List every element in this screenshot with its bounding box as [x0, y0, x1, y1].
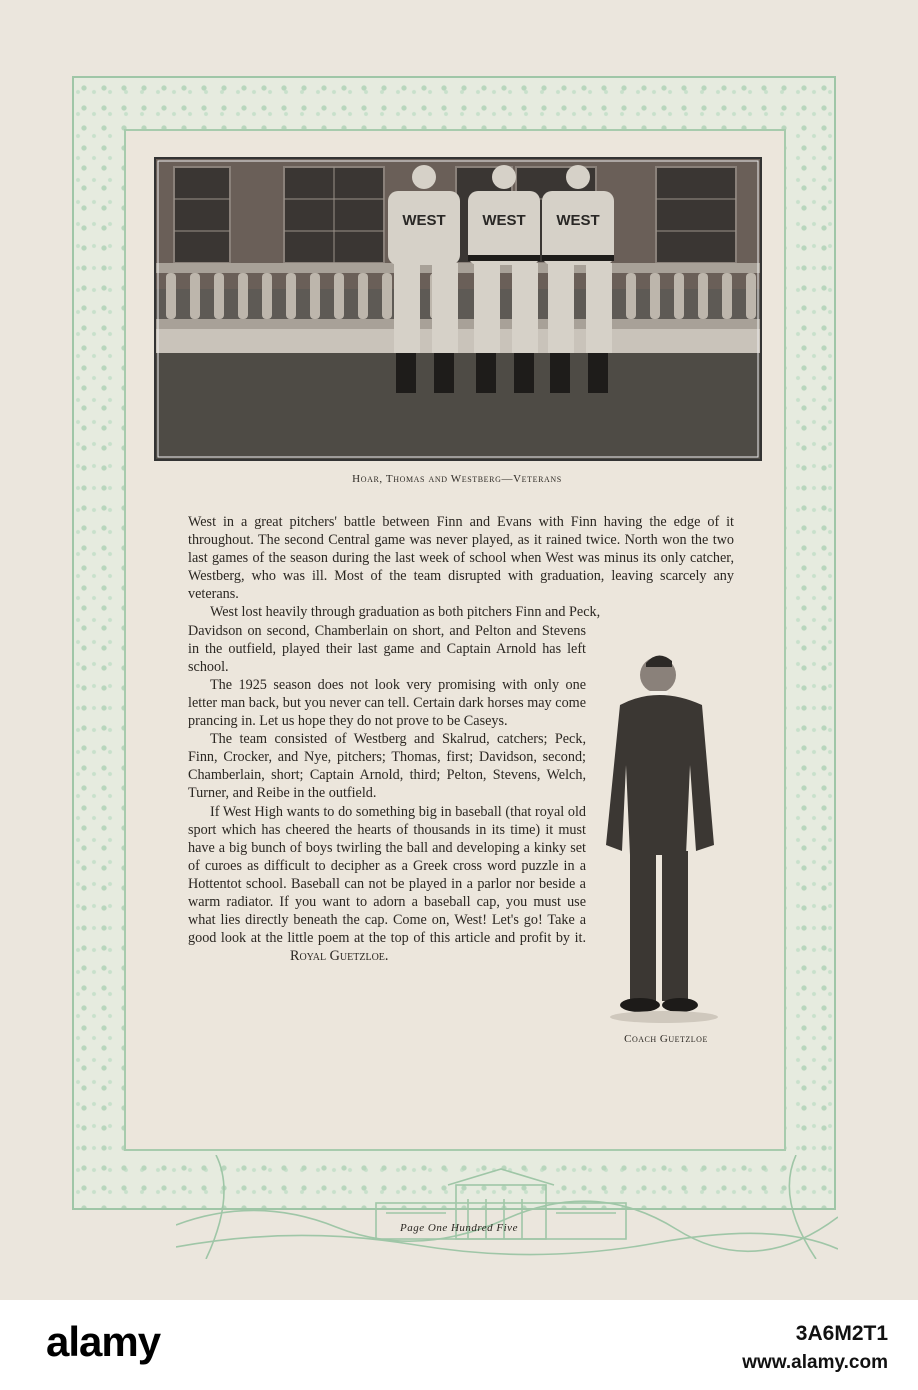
article-paragraph: West in a great pitchers' battle between Finn and Evans with Finn having the edge of it throughout. The second Central game was never played, as it rained twice. North won the two last games of the season during the last week of school when West was minus its only catcher, Westberg, who was ill. Most of the team disrupted with graduation, leaving scarcely any veterans. — [188, 514, 734, 603]
stock-url: www.alamy.com — [742, 1352, 888, 1373]
article-paragraph: Davidson on second, Chamberlain on short, and Pelton and Stevens in the outfield, played their last game and Captain Arnold has left school. — [188, 622, 586, 675]
stock-logo: alamy — [46, 1318, 161, 1365]
article-paragraph: The 1925 season does not look very promising with only one letter man back, but you never can tell. Certain dark horses may come prancing in. Let us hope they do not prove to be Caseys. — [188, 676, 586, 730]
jersey-text: WEST — [556, 212, 600, 229]
coach-portrait — [606, 645, 724, 1025]
page-number: Page One Hundred Five — [400, 1222, 518, 1234]
jersey-text: WEST — [402, 212, 446, 229]
campus-building-illustration — [176, 1155, 838, 1259]
article-paragraph — [188, 803, 586, 966]
jersey-text: WEST — [482, 212, 526, 229]
article-paragraph: West lost heavily through graduation as both pitchers Finn and Peck, — [210, 604, 601, 621]
coach-caption: Coach Guetzloe — [624, 1033, 708, 1045]
article-paragraph: The team consisted of Westberg and Skalrud, catchers; Peck, Finn, Crocker, and Nye, pitchers; Thomas, first; Davidson, second; Chamberlain, short; Captain Arnold, third; Pelton, Stevens, Welch, Turner, and Reibe in the outfield. — [188, 731, 586, 802]
narrow-column — [188, 622, 586, 966]
stock-watermark-bar — [0, 1300, 918, 1390]
decorative-page-border — [72, 76, 836, 1210]
team-photo — [154, 157, 762, 461]
closing-paragraph-text: If West High wants to do something big in baseball (that royal old sport which has cheered the hearts of thousands in its time) it must have a big bunch of boys twirling the ball and developing a kinky set of curoes as difficult to decipher as a Greek cross word puzzle in a Hottentot school. Baseball can not be played in a parlor nor beside a warm radiator. If you want to adorn a baseball cap, you must use what lies directly beneath the cap. Come on, West! Let's go! Take a good look at the little poem at the top of this article and profit by it. — [188, 803, 586, 947]
content-panel — [124, 129, 786, 1151]
photo-caption: Hoar, Thomas and Westberg—Veterans — [352, 473, 562, 485]
author-signature: Royal Guetzloe. — [290, 948, 389, 965]
stock-image-id: 3A6M2T1 — [795, 1322, 888, 1345]
